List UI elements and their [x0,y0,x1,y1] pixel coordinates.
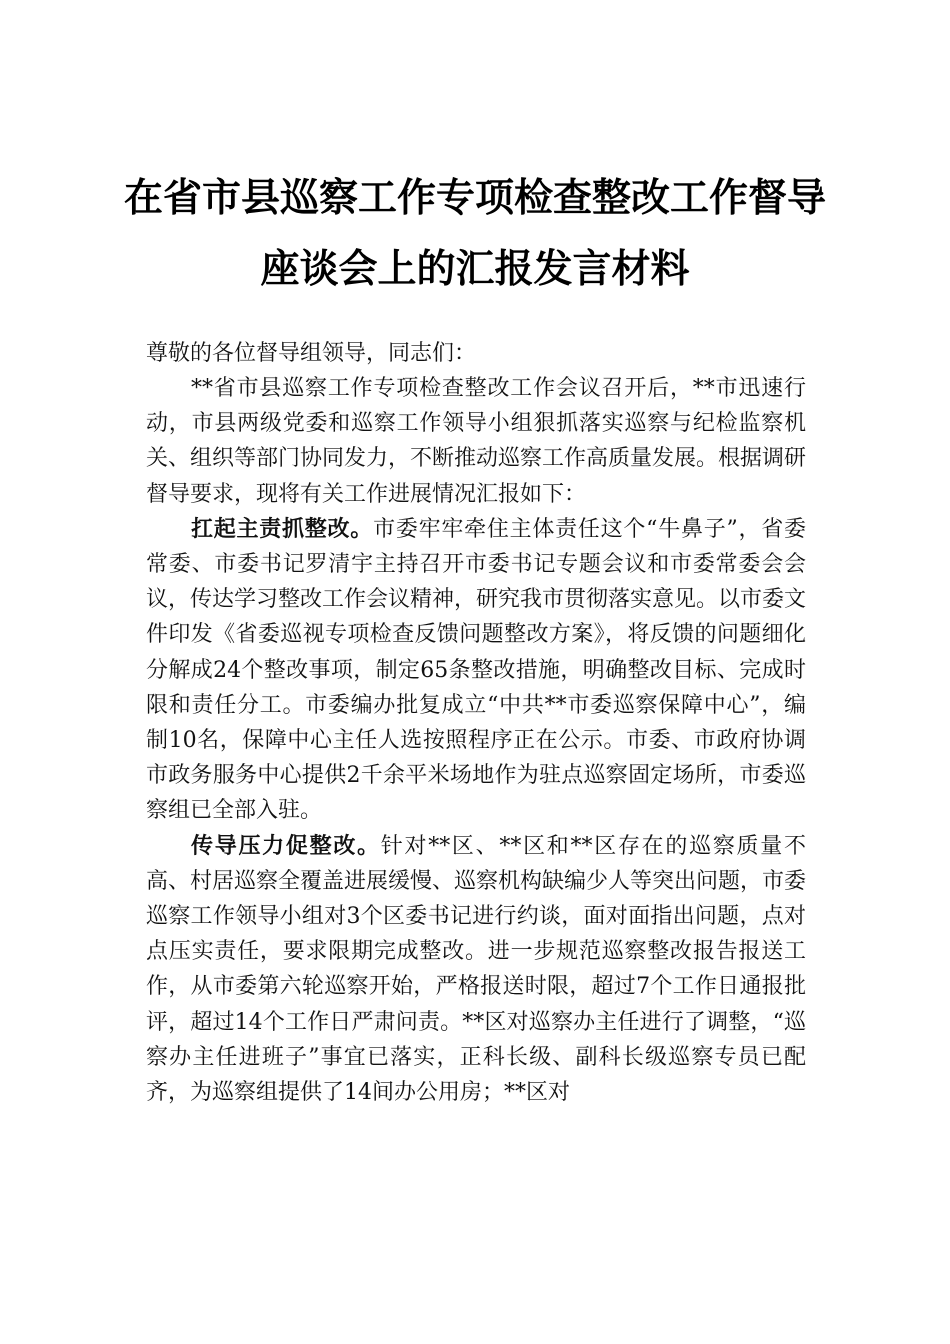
section-2-text: 针对**区、**区和**区存在的巡察质量不高、村居巡察全覆盖进展缓慢、巡察机构缺编少人等突出问题，市委巡察工作领导小组对3个区委书记进行约谈，面对面指出问题，点对点压实责任，要求限期完成整改。进一步规范巡察整改报告报送工作，从市委第六轮巡察开始，严格报送时限，超过7个工作日通报批评，超过14个工作日严肃问责。**区对巡察办主任进行了调整，“巡察办主任进班子”事宜已落实，正科长级、副科长级巡察专员已配齐，为巡察组提供了14间办公用房；**区对 [146,833,807,1106]
paragraph-section-2 [146,829,806,1111]
section-2-heading: 传导压力促整改。 [191,833,381,859]
section-1-text: 市委牢牢牵住主体责任这个“牛鼻子”，省委常委、市委书记罗清宇主持召开市委书记专题会议和市委常委会会议，传达学习整改工作会议精神，研究我市贯彻落实意见。以市委文件印发《省委巡视专项检查反馈问题整改方案》，将反馈的问题细化分解成24个整改事项，制定65条整改措施，明确整改目标、完成时限和责任分工。市委编办批复成立“中共**市委巡察保障中心”，编制10名，保障中心主任人选按照程序正在公示。市委、市政府协调市政务服务中心提供2千余平米场地作为驻点巡察固定场所，市委巡察组已全部入驻。 [146,516,807,824]
document-title-line-1: 在省市县巡察工作专项检查整改工作督导 [123,175,826,221]
document-body [146,336,806,1110]
paragraph-intro [146,371,806,512]
document-title-line-2: 座谈会上的汇报发言材料 [260,246,690,292]
paragraph-section-1 [146,512,806,829]
salutation: 尊敬的各位督导组领导，同志们： [146,341,477,366]
section-1-heading: 扛起主责抓整改。 [191,516,374,542]
paragraph-intro-text: **省市县巡察工作专项检查整改工作会议召开后，**市迅速行动，市县两级党委和巡察工作领导小组狠抓落实巡察与纪检监察机关、组织等部门协同发力，不断推动巡察工作高质量发展。根据调研督导要求，现将有关工作进展情况汇报如下： [146,376,807,507]
